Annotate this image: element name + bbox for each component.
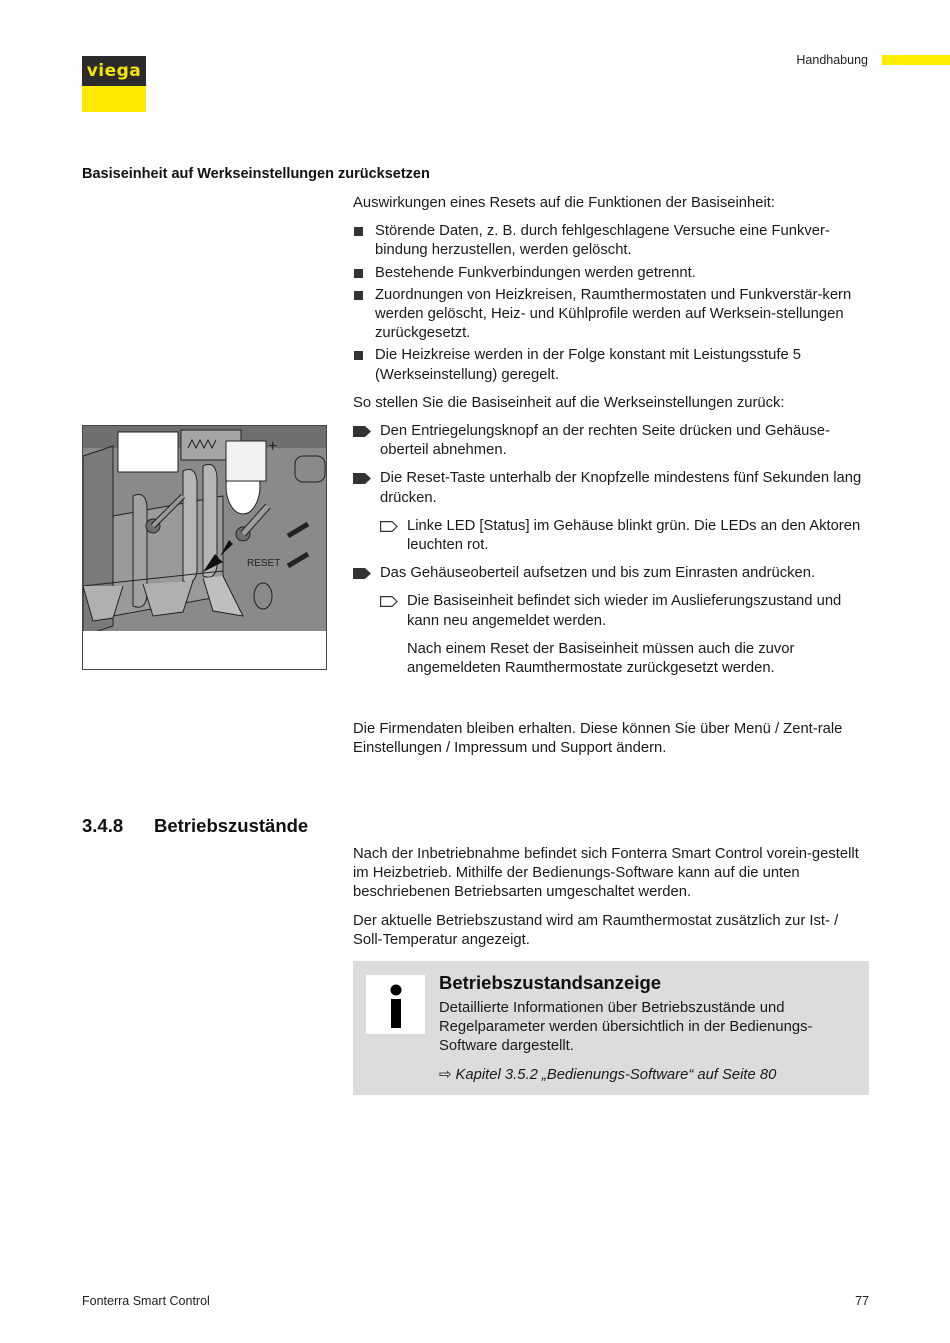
section-para-2: Der aktuelle Betriebszustand wird am Raumthermostat zusätzlich zur Ist- / Soll-Temperatur angezeigt.	[353, 912, 839, 948]
bullet-item: Zuordnungen von Heizkreisen, Raumthermostaten und Funkverstär-kern werden gelöscht, Heiz- und Kühlprofile werden auf Werksein-stellungen zurückgesetzt.	[353, 286, 869, 344]
logo-text: viega	[86, 61, 142, 81]
result-arrow-icon	[380, 596, 398, 607]
step-3: Das Gehäuseoberteil aufsetzen und bis zum Einrasten andrücken.	[353, 564, 869, 583]
device-drawing	[83, 426, 327, 670]
page-number: 77	[855, 1294, 869, 1308]
section-para-1: Nach der Inbetriebnahme befindet sich Fonterra Smart Control vorein-gestellt im Heizbetrieb. Mithilfe der Bedienungs-Software kann auf die unten beschriebenen Betriebsarten umgeschaltet werden.	[353, 846, 859, 901]
footer-document-title: Fonterra Smart Control	[82, 1294, 210, 1308]
howto-text: So stellen Sie die Basiseinheit auf die Werkseinstellungen zurück:	[353, 394, 785, 411]
info-text: Detaillierte Informationen über Betriebszustände und Regelparameter werden übersichtlich in der Bedienungs-Software dargestellt.	[439, 1000, 813, 1055]
chapter-reference-link[interactable]	[439, 1066, 776, 1083]
running-header: Handhabung	[796, 53, 868, 67]
reset-intro: Auswirkungen eines Resets auf die Funktionen der Basiseinheit:	[353, 195, 775, 211]
reference-text: Kapitel 3.5.2 „Bedienungs-Software“ auf Seite 80	[455, 1067, 777, 1083]
info-title: Betriebszustandsanzeige	[439, 972, 662, 993]
section-body	[353, 845, 869, 950]
section-heading	[82, 815, 308, 837]
viega-logo	[82, 56, 146, 112]
bullet-item: Die Heizkreise werden in der Folge konstant mit Leistungsstufe 5 (Werkseinstellung) geregelt.	[353, 346, 869, 384]
info-box	[353, 961, 869, 1095]
firm-data-text: Die Firmendaten bleiben erhalten. Diese können Sie über Menü / Zent-rale Einstellungen / Impressum und Support ändern.	[353, 721, 843, 757]
reset-label: RESET	[247, 558, 281, 569]
step-1: Den Entriegelungsknopf an der rechten Seite drücken und Gehäuse-oberteil abnehmen.	[353, 422, 869, 460]
bullet-item: Störende Daten, z. B. durch fehlgeschlagene Versuche eine Funkver-bindung herzustellen, werden gelöscht.	[353, 222, 869, 260]
action-arrow-icon	[353, 426, 371, 437]
result-2: Die Basiseinheit befindet sich wieder im Auslieferungszustand und kann neu angemeldet werden.	[353, 592, 869, 630]
action-arrow-icon	[353, 473, 371, 484]
section-title: Betriebszustände	[154, 815, 309, 836]
action-arrow-icon	[353, 568, 371, 579]
section-number: 3.4.8	[82, 815, 124, 836]
step-2: Die Reset-Taste unterhalb der Knopfzelle mindestens fünf Sekunden lang drücken.	[353, 469, 869, 507]
reset-content	[353, 194, 869, 678]
info-icon	[366, 975, 425, 1034]
reset-button-illustration	[82, 425, 327, 670]
reset-note: Nach einem Reset der Basiseinheit müssen auch die zuvor angemeldeten Raumthermostate zurückgesetzt werden.	[407, 640, 795, 677]
bullet-item: Bestehende Funkverbindungen werden getrennt.	[353, 264, 869, 283]
subsection-heading: Basiseinheit auf Werkseinstellungen zurücksetzen	[82, 166, 430, 182]
header-accent-bar	[882, 55, 950, 65]
reference-arrow-icon: ⇨	[439, 1067, 452, 1083]
result-arrow-icon	[380, 521, 398, 532]
result-1: Linke LED [Status] im Gehäuse blinkt grün. Die LEDs an den Aktoren leuchten rot.	[353, 517, 869, 555]
plus-label: +	[268, 438, 278, 455]
